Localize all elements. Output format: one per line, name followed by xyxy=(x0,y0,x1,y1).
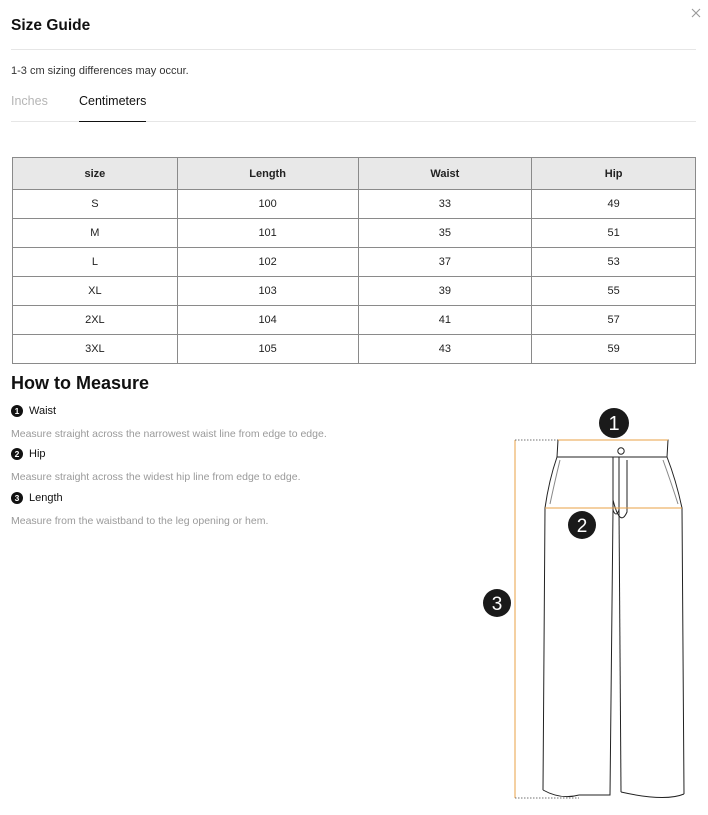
table-cell: 2XL xyxy=(13,306,178,335)
table-cell: S xyxy=(13,190,178,219)
table-cell: 104 xyxy=(177,306,358,335)
table-cell: 49 xyxy=(532,190,696,219)
step-hip xyxy=(11,448,46,460)
table-cell: M xyxy=(13,219,178,248)
table-row xyxy=(13,335,696,364)
title-divider xyxy=(11,49,696,50)
step-description: Measure from the waistband to the leg opening or hem. xyxy=(11,515,269,527)
table-cell: 105 xyxy=(177,335,358,364)
table-row xyxy=(13,219,696,248)
table-cell: 100 xyxy=(177,190,358,219)
table-cell: 51 xyxy=(532,219,696,248)
table-cell: 102 xyxy=(177,248,358,277)
unit-tabs xyxy=(11,92,696,122)
how-to-measure-title: How to Measure xyxy=(11,373,150,393)
marker-length-icon xyxy=(483,589,511,617)
table-row xyxy=(13,248,696,277)
step-label: Waist xyxy=(29,405,57,417)
column-header: Length xyxy=(177,158,358,190)
table-cell: 41 xyxy=(358,306,532,335)
table-cell: 37 xyxy=(358,248,532,277)
sizing-note: 1-3 cm sizing differences may occur. xyxy=(11,65,189,77)
step-number-badge: 3 xyxy=(11,492,23,504)
modal-title: Size Guide xyxy=(11,17,91,34)
table-cell: 59 xyxy=(532,335,696,364)
table-row xyxy=(13,190,696,219)
pants-measurement-diagram xyxy=(470,400,700,810)
step-number-badge: 2 xyxy=(11,448,23,460)
table-cell: 103 xyxy=(177,277,358,306)
table-row xyxy=(13,306,696,335)
pants-outline xyxy=(543,440,684,798)
step-waist xyxy=(11,405,56,417)
marker-waist-icon xyxy=(599,408,629,438)
step-number-badge: 1 xyxy=(11,405,23,417)
table-cell: 57 xyxy=(532,306,696,335)
column-header: size xyxy=(13,158,178,190)
tab-inches[interactable]: Inches xyxy=(11,94,48,108)
table-cell: 39 xyxy=(358,277,532,306)
svg-text:2: 2 xyxy=(576,516,588,537)
table-cell: 43 xyxy=(358,335,532,364)
column-header: Hip xyxy=(532,158,696,190)
table-cell: 55 xyxy=(532,277,696,306)
step-description: Measure straight across the widest hip line from edge to edge. xyxy=(11,471,301,483)
table-cell: 33 xyxy=(358,190,532,219)
close-icon[interactable] xyxy=(689,6,703,20)
marker-hip-icon xyxy=(568,511,596,539)
step-label: Length xyxy=(29,492,63,504)
tab-centimeters[interactable]: Centimeters xyxy=(79,94,146,122)
step-label: Hip xyxy=(29,448,46,460)
step-length xyxy=(11,492,63,504)
step-description: Measure straight across the narrowest waist line from edge to edge. xyxy=(11,428,327,440)
table-cell: 3XL xyxy=(13,335,178,364)
svg-text:1: 1 xyxy=(608,413,620,435)
table-row xyxy=(13,277,696,306)
svg-text:3: 3 xyxy=(491,594,503,615)
table-cell: XL xyxy=(13,277,178,306)
measurement-lines xyxy=(515,440,682,798)
column-header: Waist xyxy=(358,158,532,190)
table-cell: 35 xyxy=(358,219,532,248)
table-header-row xyxy=(13,158,696,190)
size-table xyxy=(12,157,696,364)
table-cell: 53 xyxy=(532,248,696,277)
table-cell: 101 xyxy=(177,219,358,248)
table-cell: L xyxy=(13,248,178,277)
